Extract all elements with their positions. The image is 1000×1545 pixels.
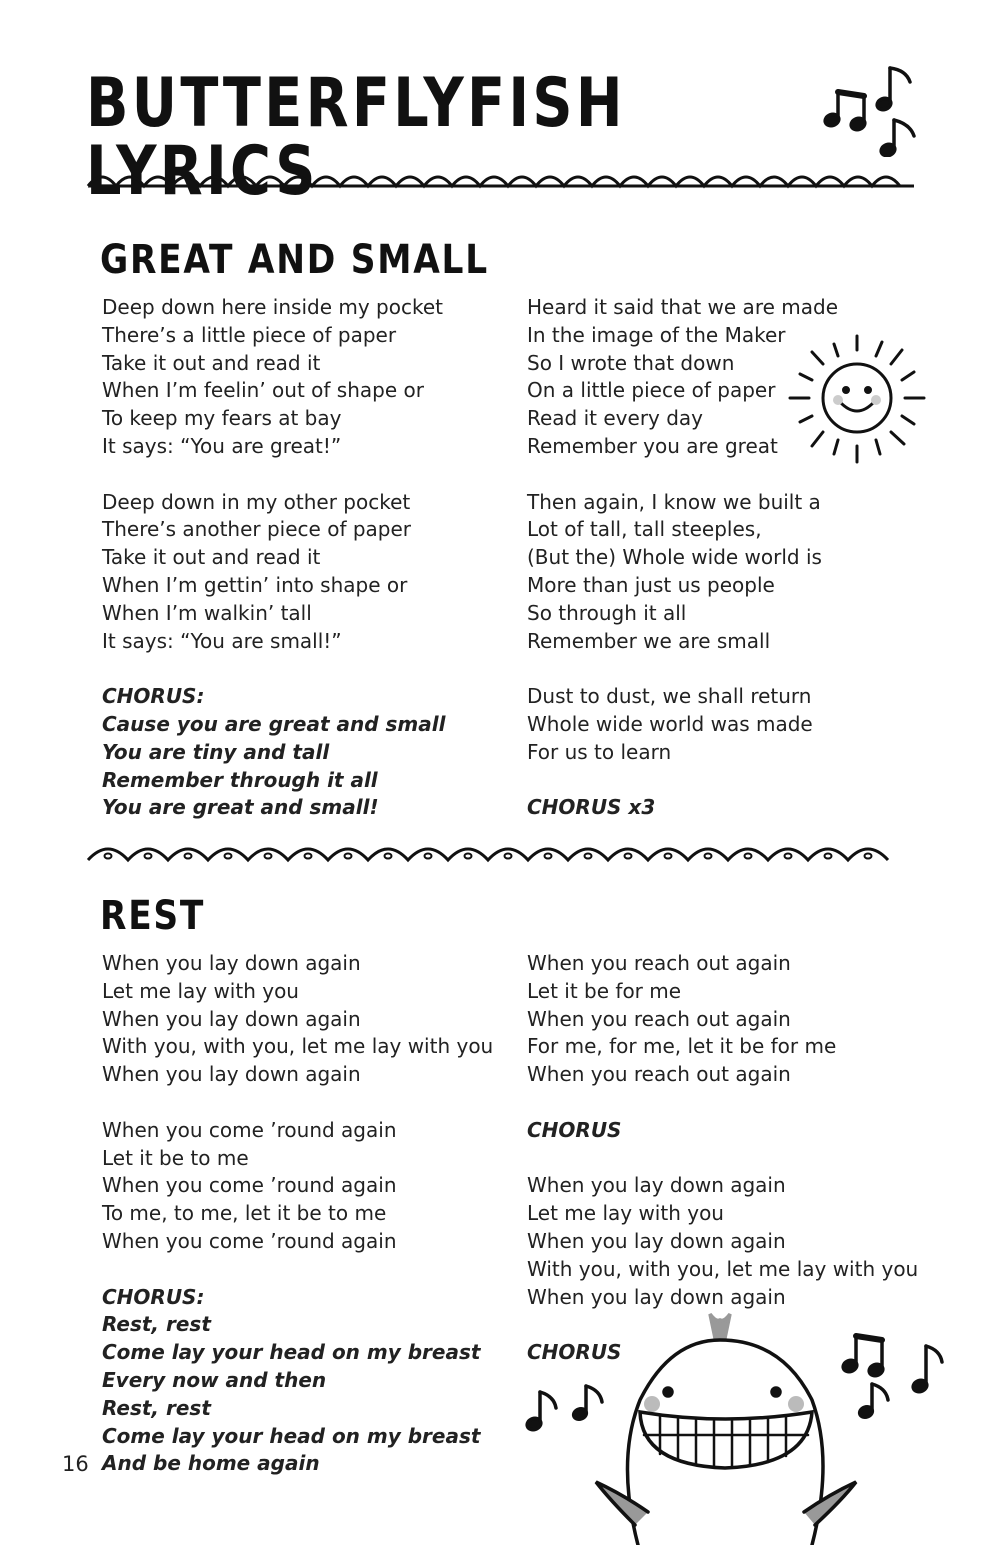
lyric-line: For me, for me, let it be for me (527, 1034, 837, 1059)
lyric-line: Take it out and read it (102, 545, 321, 570)
chorus-line: Remember through it all (102, 767, 378, 792)
lyric-line: When you lay down again (527, 1284, 786, 1309)
lyric-line: (But the) Whole wide world is (527, 545, 822, 570)
lyrics-column-left (102, 294, 445, 822)
whale-illustration (520, 1300, 960, 1545)
stanza-gap (527, 1089, 918, 1117)
page-title: BUTTERFLYFISH LYRICS (86, 64, 626, 211)
stanza-gap (102, 461, 445, 489)
lyric-line: Then again, I know we built a (527, 489, 821, 514)
lyric-line: So through it all (527, 600, 687, 625)
lyric-line: For us to learn (527, 739, 672, 764)
lyric-line: When you lay down again (102, 1006, 361, 1031)
chorus-line: Cause you are great and small (102, 711, 446, 736)
lyric-line: To keep my fears at bay (102, 406, 342, 431)
stanza-gap (527, 655, 838, 683)
stanza-gap (102, 1089, 493, 1117)
chorus-line: Every now and then (102, 1367, 327, 1392)
dotted-scalloped-divider (86, 840, 916, 874)
lyric-line: There’s a little piece of paper (102, 322, 397, 347)
chorus-line: CHORUS: (102, 684, 205, 709)
stanza-gap (527, 1145, 918, 1173)
lyric-line: Let it be for me (527, 978, 682, 1003)
lyric-line: When you lay down again (527, 1228, 786, 1253)
stanza-gap (102, 1256, 493, 1284)
stanza-gap (102, 655, 445, 683)
lyric-line: On a little piece of paper (527, 378, 776, 403)
lyric-line: When you lay down again (102, 951, 361, 975)
lyric-line: When you lay down again (527, 1173, 786, 1198)
chorus-line: CHORUS (527, 1340, 622, 1365)
lyric-line: When you lay down again (102, 1062, 361, 1087)
lyric-line: When you come ’round again (102, 1228, 397, 1253)
sun-icon (782, 328, 932, 468)
lyric-line: Whole wide world was made (527, 711, 813, 736)
lyric-line: When I’m gettin’ into shape or (102, 572, 408, 597)
scalloped-divider (86, 168, 916, 200)
chorus-line: You are great and small! (102, 795, 379, 820)
page-number: 16 (62, 1452, 89, 1476)
lyric-line: Let me lay with you (527, 1201, 724, 1226)
lyric-line: Lot of tall, tall steeples, (527, 517, 762, 542)
lyric-line: Heard it said that we are made (527, 295, 838, 319)
lyric-line: When you reach out again (527, 1062, 791, 1087)
lyric-line: When you come ’round again (102, 1173, 397, 1198)
chorus-line: Rest, rest (102, 1395, 211, 1420)
lyric-line: When I’m walkin’ tall (102, 600, 312, 625)
lyric-line: Read it every day (527, 406, 704, 431)
lyric-line: When you reach out again (527, 1006, 791, 1031)
lyric-line: With you, with you, let me lay with you (102, 1034, 494, 1059)
lyric-line: Let me lay with you (102, 978, 299, 1003)
lyric-line: With you, with you, let me lay with you (527, 1256, 919, 1281)
lyric-line: When I’m feelin’ out of shape or (102, 378, 424, 403)
lyric-line: So I wrote that down (527, 350, 735, 375)
lyrics-column-left (102, 950, 493, 1478)
song-title: REST (100, 893, 206, 939)
lyric-line: It says: “You are small!” (102, 628, 342, 653)
lyric-line: Deep down in my other pocket (102, 489, 411, 514)
lyric-line: When you come ’round again (102, 1117, 397, 1142)
lyric-line: Dust to dust, we shall return (527, 684, 812, 709)
lyric-line: Remember you are great (527, 433, 778, 458)
chorus-line: You are tiny and tall (102, 739, 330, 764)
lyric-line: There’s another piece of paper (102, 517, 412, 542)
chorus-line: CHORUS x3 (527, 795, 656, 820)
lyric-line: Remember we are small (527, 628, 771, 653)
music-notes-icon (822, 62, 922, 157)
chorus-line: CHORUS: (102, 1284, 205, 1309)
chorus-line: Come lay your head on my breast (102, 1423, 481, 1448)
chorus-line: Come lay your head on my breast (102, 1340, 481, 1365)
lyric-line: Let it be to me (102, 1145, 249, 1170)
lyric-line: It says: “You are great!” (102, 433, 342, 458)
chorus-line: And be home again (102, 1451, 320, 1476)
lyric-line: Deep down here inside my pocket (102, 295, 443, 319)
lyric-line: To me, to me, let it be to me (102, 1201, 387, 1226)
lyric-line: In the image of the Maker (527, 322, 786, 347)
lyric-line: When you reach out again (527, 951, 791, 975)
song-title: GREAT AND SMALL (100, 237, 489, 283)
chorus-line: CHORUS (527, 1117, 622, 1142)
lyric-line: Take it out and read it (102, 350, 321, 375)
chorus-line: Rest, rest (102, 1312, 211, 1337)
lyric-line: More than just us people (527, 572, 775, 597)
stanza-gap (527, 767, 838, 795)
